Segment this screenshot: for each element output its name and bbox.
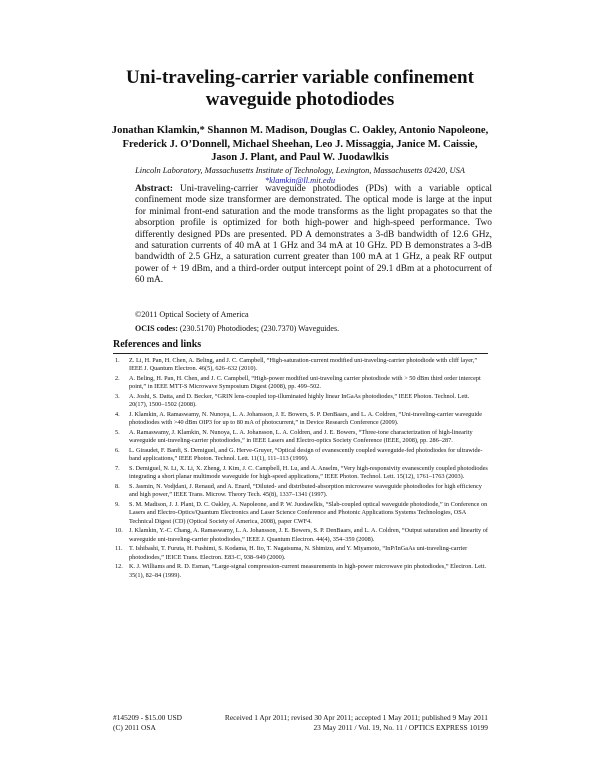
reference-item xyxy=(113,429,488,446)
reference-number: 10. xyxy=(115,527,123,535)
reference-list xyxy=(113,357,488,581)
reference-item xyxy=(113,483,488,500)
footer-left xyxy=(113,713,182,733)
ocis-codes xyxy=(135,324,492,334)
references-divider xyxy=(113,353,488,354)
reference-number: 7. xyxy=(115,465,120,472)
title-line-1: Uni-traveling-carrier variable confinement xyxy=(126,67,474,88)
reference-number: 5. xyxy=(115,429,120,436)
authors-line-2: Frederick J. O’Donnell, Michael Sheehan, Leo J. Missaggia, Janice M. Caissie, xyxy=(122,138,478,150)
reference-text: J. Klamkin, Y.-C. Chang, A. Ramaswamy, L. A. Johansson, J. E. Bowers, S. P. DenBaars, and L. A. Coldren, “Output saturation and linearity of waveguide uni-traveling-carrier photodiodes,” IEEE J. Quantum Electron. 44(4), 354–359 (2008). xyxy=(129,527,488,543)
reference-text: A. Beling, H. Pan, H. Chen, and J. C. Campbell, “High-power modified uni-traveling carrier photodiode with > 50 dBm third order intercept point,” in IEEE MTT-S Microwave Symposium Digest (2008), pp. 499–502. xyxy=(129,375,481,391)
reference-number: 12. xyxy=(115,563,123,571)
reference-item xyxy=(113,393,488,410)
reference-number: 9. xyxy=(115,501,120,508)
reference-number: 2. xyxy=(115,375,120,382)
authors-line-3: Jason J. Plant, and Paul W. Juodawlkis xyxy=(211,152,389,164)
reference-text: S. Demiguel, N. Li, X. Li, X. Zheng, J. Kim, J. C. Campbell, H. Lu, and A. Anselm, “Very high-responsivity evanescently coupled photodiodes integrating a short planar multimode waveguide for high-speed applications,” IEEE Photon. Technol. Lett. 15(12), 1761–1763 (2003). xyxy=(129,465,488,481)
reference-number: 11. xyxy=(115,545,123,553)
ocis-text: (230.5170) Photodiodes; (230.7370) Waveguides. xyxy=(179,324,340,333)
abstract-label: Abstract: xyxy=(135,184,174,194)
reference-text: S. Jasmin, N. Vodjdani, J. Renaud, and A. Enard, “Diluted- and distributed-absorption microwave waveguide photodiodes for high efficiency and high power,” IEEE Trans. Microw. Theory Tech. 45(8), 1337–1341 (1997). xyxy=(129,483,482,499)
journal-citation: 23 May 2011 / Vol. 19, No. 11 / OPTICS EXPRESS 10199 xyxy=(313,723,488,732)
abstract-text: Uni-traveling-carrier waveguide photodiodes (PDs) with a variable optical confinement mode size transformer are demonstrated. The optical mode is large at the input for minimal front-end saturation and the mode transforms as the light propagates so that the absorption profile is optimized for both high-power and high-speed performance. Two differently designed PDs are presented. PD A demonstrates a 3-dB bandwidth of 12.6 GHz, and saturation currents of 40 mA at 1 GHz and 34 mA at 10 GHz. PD B demonstrates a 3-dB bandwidth of 2.5 GHz, a saturation current greater than 100 mA at 1 GHz, a peak RF output power of + 19 dBm, and a third-order output intercept point of 29.1 dBm at a photocurrent of 60 mA. xyxy=(135,184,492,286)
publication-dates: Received 1 Apr 2011; revised 30 Apr 2011; accepted 1 May 2011; published 9 May 2011 xyxy=(224,713,488,722)
reference-item xyxy=(113,501,488,526)
reference-number: 6. xyxy=(115,447,120,454)
references-heading: References and links xyxy=(113,339,202,350)
reference-text: K. J. Williams and R. D. Esman, “Large-signal compression-current measurements in high-power microwave pin photodiodes,” Electron. Lett. 35(1), 82–84 (1999). xyxy=(129,563,487,579)
affiliation xyxy=(60,166,540,186)
ocis-label: OCIS codes: xyxy=(135,324,178,333)
reference-number: 3. xyxy=(115,393,120,400)
title-line-2: waveguide photodiodes xyxy=(205,89,395,110)
reference-number: 4. xyxy=(115,411,120,418)
reference-text: T. Ishibashi, T. Furuta, H. Fushimi, S. Kodama, H. Ito, T. Nagatsuma, N. Shimizu, and Y. Miyamoto, “InP/InGaAs uni-traveling-carrier photodiodes,” IEICE Trans. Electron. E83-C, 938–949 (2000). xyxy=(129,545,468,561)
authors-line-1: Jonathan Klamkin,* Shannon M. Madison, Douglas C. Oakley, Antonio Napoleone, xyxy=(111,125,489,136)
paper-title xyxy=(60,67,540,111)
reference-text: S. M. Madison, J. J. Plant, D. C. Oakley, A. Napoleone, and P. W. Juodawlkis, “Slab-coupled optical waveguide photodiode,” in Conference on Lasers and Electro-Optics/Quantum Electronics and Laser Science Conference and Photonic Applications Systems Technologies, OSA Technical Digest (CD) (Optical Society of America, 2008), paper CWF4. xyxy=(129,501,488,525)
reference-number: 8. xyxy=(115,483,120,490)
reference-text: L. Giraudet, F. Banfi, S. Demiguel, and G. Herve-Gruyer, “Optical design of evanescently coupled waveguide-fed photodiodes for ultrawide-band applications,” IEEE Photon. Technol. Lett. 11(1), 111–113 (1999). xyxy=(129,447,483,463)
copyright-notice: ©2011 Optical Society of America xyxy=(135,310,249,319)
reference-number: 1. xyxy=(115,357,120,364)
author-email-link[interactable]: *klamkin@ll.mit.edu xyxy=(264,176,336,185)
abstract xyxy=(135,184,492,287)
reference-item xyxy=(113,447,488,464)
article-price: #145209 - $15.00 USD xyxy=(113,713,182,722)
reference-text: A. Ramaswamy, J. Klamkin, N. Nunoya, L. A. Johansson, L. A. Coldren, and J. E. Bowers, “Three-tone characterization of high-linearity waveguide uni-traveling-carrier photodiodes,” in IEEE Lasers and Electro-optics Society Conference (IEEE, 2008), pp. 286–287. xyxy=(129,429,473,445)
reference-item xyxy=(113,465,488,482)
reference-item xyxy=(113,527,488,544)
reference-item xyxy=(113,411,488,428)
reference-item xyxy=(113,357,488,374)
footer-right xyxy=(206,713,488,733)
affiliation-text: Lincoln Laboratory, Massachusetts Institute of Technology, Lexington, Massachusetts 02420, USA xyxy=(135,166,465,175)
author-list xyxy=(60,124,540,165)
reference-text: J. Klamkin, A. Ramaswamy, N. Nunoya, L. A. Johansson, J. E. Bowers, S. P. DenBaars, and L. A. Coldren, “Uni-traveling-carrier waveguide photodiodes with >40 dBm OIP3 for up to 80 mA of photocurrent,” in Device Research Conference (2009). xyxy=(129,411,483,427)
reference-text: A. Joshi, S. Datta, and D. Becker, “GRIN lens-coupled top-illuminated highly linear InGaAs photodiodes,” IEEE Photon. Technol. Lett. 20(17), 1500–1502 (2008). xyxy=(129,393,470,409)
copyright-osa: (C) 2011 OSA xyxy=(113,723,156,732)
reference-item xyxy=(113,545,488,562)
reference-item xyxy=(113,375,488,392)
reference-text: Z. Li, H. Pan, H. Chen, A. Beling, and J. C. Campbell, “High-saturation-current modified uni-traveling-carrier photodiode with cliff layer,” IEEE J. Quantum Electron. 46(5), 626–632 (2010). xyxy=(129,357,478,373)
reference-item xyxy=(113,563,488,580)
